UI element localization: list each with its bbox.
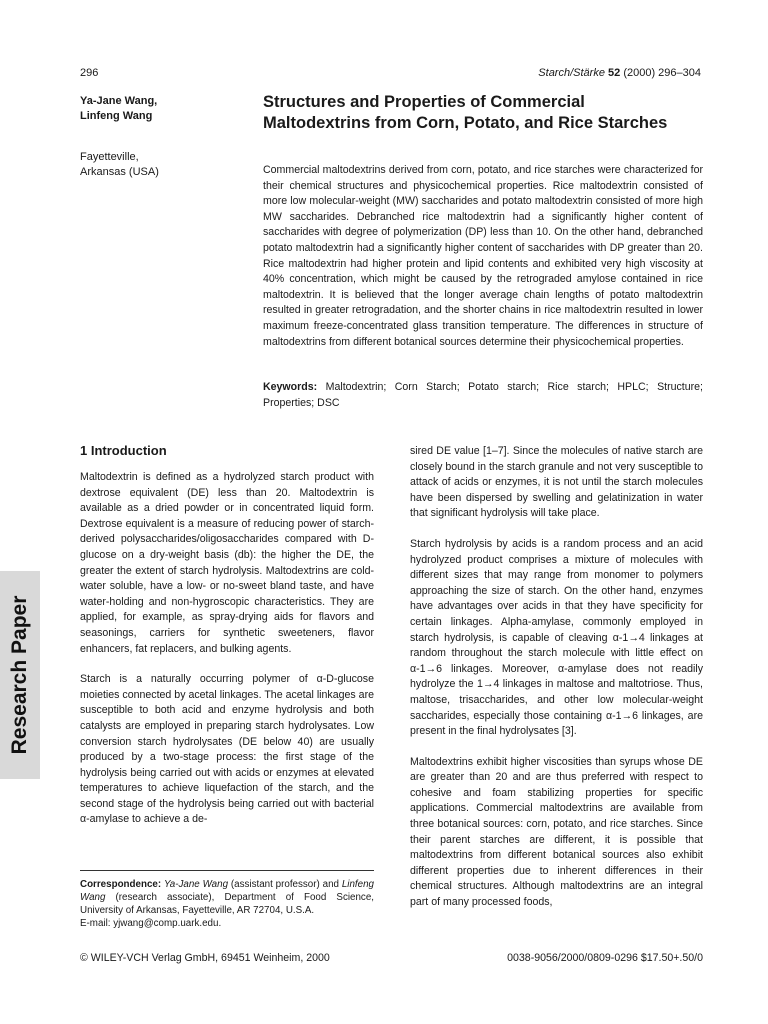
section-side-tab xyxy=(0,571,40,779)
correspondence-email: E-mail: yjwang@comp.uark.edu. xyxy=(80,918,222,929)
article-code: 0038-9056/2000/0809-0296 $17.50+.50/0 xyxy=(507,952,703,964)
correspondence-label: Correspondence: xyxy=(80,879,162,890)
correspondence-author-1: Ya-Jane Wang xyxy=(163,879,229,890)
section-heading: 1 Introduction xyxy=(80,443,167,458)
paragraph: Maltodextrin is defined as a hydrolyzed starch product with dextrose equivalent (DE) less than 20. Maltodextrin is available as a dried powder or in concentrated liquid form. Dextrose equivalent is a measure of reducing power of starch-derived polysaccharides/oligosaccharides compared with D-glucose on a dry-weight basis (db): the higher the DE, the greater the extent of starch hydrolysis. Maltodextrins are cold-water soluble, have a low- or no-sweet bland taste, and have water-holding and non-hygroscopic characteristics. They are applied, for example, as spray-drying aids for flavors and seasonings, carriers for synthetic sweeteners, flavor enhancers, fat replacers, and bulking agents. xyxy=(80,471,374,655)
paragraph: Starch is a naturally occurring polymer of α-D-glucose moieties connected by acetal linkages. The acetal linkages are susceptible to both acid and enzyme hydrolysis and both catalysts are employed in preparing starch hydrolysates. Low conversion starch hydrolysates (DE below 40) are usually produced by a two-stage process: the first stage of the hydrolysis being carried out with acids or enzymes at elevated temperatures to achieve liquefaction of the starch, and the second stage of the hydrolysis being carried out with bacterial α-amylase to achieve a de- xyxy=(80,673,374,826)
correspondence-author-2: Linfeng Wang xyxy=(80,879,374,903)
paper-title: Structures and Properties of Commercial Maltodextrins from Corn, Potato, and Rice Starches xyxy=(263,93,668,132)
paragraph: Maltodextrins exhibit higher viscosities than syrups whose DE are greater than 20 and are thus preferred with respect to cohesive and foam stabilizing properties for specific applications. Commercial maltodextrins are available from three botanical sources: corn, potato, and rice starches. Since their parent starches are different, it is possible that maltodextrins from different botanical sources also exhibit different properties due to inherent differences in their chemical structures. Although maltodextrins are an integral part of many processed foods, xyxy=(410,755,703,909)
correspondence-role: (assistant professor) and xyxy=(228,879,342,890)
correspondence-note xyxy=(80,878,374,930)
affiliation-line: Fayetteville, xyxy=(80,151,139,163)
journal-reference xyxy=(538,67,701,79)
correspondence-address: (research associate), Department of Food Science, University of Arkansas, Fayetteville, AR 72704, U.S.A. xyxy=(80,892,374,916)
copyright-notice: © WILEY-VCH Verlag GmbH, 69451 Weinheim, 2000 xyxy=(80,952,330,964)
left-column xyxy=(80,470,374,843)
abstract: Commercial maltodextrins derived from corn, potato, and rice starches were characterized for their chemical structures and physicochemical properties. Rice maltodextrin consisted of more low molecular-weight (MW) saccharides and potato maltodextrin consisted of more high MW saccharides. Debranched rice maltodextrin had a significantly higher content of saccharides with degree of polymerization (DP) less than 10. On the other hand, debranched potato maltodextrin had a significantly higher content of saccharides with DP greater than 20. Rice maltodextrin had higher protein and lipid contents and exhibited very high viscosity at 40% concentration, which might be caused by the retrograded amylose contained in rice maltodextrin. It is believed that the longer average chain lengths of potato maltodextrin resulted in greater retrogradation, and the shorter chains in rice maltodextrin resulted in lower maximum freeze-concentrated glass transition temperature. The differences in structure of maltodextrins from different botanical sources determine their physicochemical properties. xyxy=(263,164,703,348)
keywords-label: Keywords: xyxy=(263,381,318,393)
keywords-text: Maltodextrin; Corn Starch; Potato starch; Rice starch; HPLC; Structure; Properties; DSC xyxy=(263,381,703,409)
author-list xyxy=(80,94,157,124)
paragraph: Starch hydrolysis by acids is a random process and an acid hydrolyzed product comprises a mixture of molecules with different sizes that may range from monomer to polymers approaching the size of starch. On the other hand, enzymes have advantages over acids in that they have specificity for certain linkages. Alpha-amylase, commonly employed in starch hydrolysis, is capable of cleaving α-1→4 linkages at random throughout the starch molecule with little effect on α-1→6 linkages. Moreover, α-amylase does not readily hydrolyze the 1→4 linkages in maltose and maltotriose. Thus, maltose, trisaccharides, and other low molecular-weight saccharides, especially those containing α-1→6 linkages, are present in the final hydrolysates [3]. xyxy=(410,537,703,738)
right-column xyxy=(410,444,703,926)
side-tab-label: Research Paper xyxy=(8,595,31,755)
paragraph: sired DE value [1–7]. Since the molecules of native starch are closely bound in the starch granule and not very susceptible to attack of acids or enzymes, it is not until the starch molecules have been dispersed by swelling and gelatinization in water that significant hydrolysis will take place. xyxy=(410,445,703,520)
author-name: Ya-Jane Wang, xyxy=(80,95,158,107)
page-number: 296 xyxy=(80,67,99,79)
affiliation-line: Arkansas (USA) xyxy=(80,166,159,178)
journal-name: Starch/Stärke xyxy=(538,67,605,79)
keywords xyxy=(263,380,703,411)
journal-year-pages: (2000) 296–304 xyxy=(623,67,701,79)
author-name: Linfeng Wang xyxy=(80,110,153,122)
affiliation xyxy=(80,150,159,180)
journal-volume: 52 xyxy=(608,67,621,79)
footnote-divider xyxy=(80,870,374,871)
